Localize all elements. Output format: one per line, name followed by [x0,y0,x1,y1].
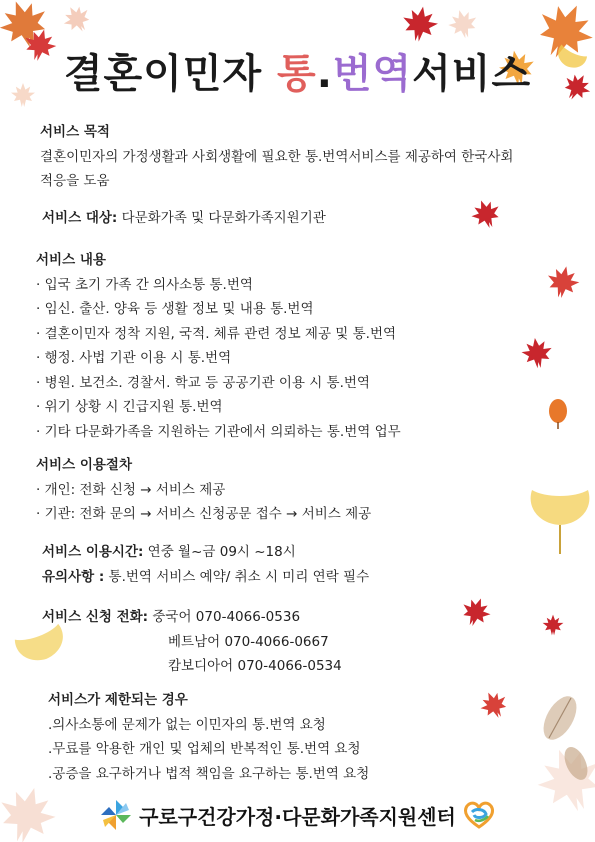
notice-heading: 유의사항 : [42,568,105,585]
target-heading: 서비스 대상: [42,210,118,226]
maple-leaf-icon [468,196,504,232]
pinwheel-logo-icon [99,798,133,832]
dry-leaf-icon [556,740,595,790]
target-value: 다문화가족 및 다문화가족지원기관 [117,210,326,226]
phone-line: 베트남어 070-4066-0667 [168,633,329,650]
maple-leaf-icon [518,334,556,372]
content-item: · 기타 다문화가족을 지원하는 기관에서 의뢰하는 통.번역 업무 [36,423,401,440]
phone-line: 캄보디아어 070-4066-0534 [168,658,342,674]
content-item: · 병원. 보건소. 경찰서. 학교 등 공공기관 이용 시 통.번역 [36,374,370,391]
limits-heading: 서비스가 제한되는 경우 [48,692,188,708]
procedure-section [36,453,371,527]
phone-heading: 서비스 신청 전화: [42,609,149,625]
purpose-line: 적응을 도움 [40,173,110,189]
title-part-2: 통 [277,51,317,97]
org-name: 구로구건강가정·다문화가족지원센터 [139,804,456,829]
hours-heading: 서비스 이용시간: [42,544,144,560]
title-part-5: 서비스 [412,51,532,97]
title-part-3: . [316,51,333,97]
hours-section [42,540,369,589]
maple-leaf-icon [398,2,442,46]
title-part-4: 번역 [332,51,413,97]
limits-section [48,688,369,786]
title-part-1: 결혼이민자 [63,51,278,97]
maple-leaf-icon [477,688,511,722]
content-section [36,248,401,444]
content-item: · 위기 상황 시 긴급지원 통.번역 [36,399,223,415]
maple-leaf-icon [458,594,494,630]
page-title [0,42,595,99]
limits-item: .의사소통에 문제가 없는 이민자의 통.번역 요청 [48,716,326,733]
maple-leaf-icon [60,2,94,36]
content-heading: 서비스 내용 [36,252,106,268]
phone-section [42,605,342,679]
maple-leaf-icon [543,262,583,302]
notice-value: 통.번역 서비스 예약/ 취소 시 미리 연락 필수 [104,568,370,585]
content-item: · 행정. 사법 기관 이용 시 통.번역 [36,350,232,366]
target-section [42,206,326,231]
content-item: · 임신. 출산. 양육 등 생활 정보 및 내용 통.번역 [36,301,314,317]
procedure-item: · 기관: 전화 문의 → 서비스 신청공문 접수 → 서비스 제공 [36,506,372,522]
limits-item: .무료를 악용한 개인 및 업체의 반복적인 통.번역 요청 [48,741,361,757]
content-item: · 결혼이민자 정착 지원, 국적. 체류 관련 정보 제공 및 통.번역 [36,325,397,342]
phone-line: 중국어 070-4066-0536 [152,609,301,625]
heart-swirl-logo-icon [462,800,496,830]
ginkgo-leaf-icon [520,480,595,560]
maple-leaf-icon [540,612,566,638]
procedure-heading: 서비스 이용절차 [36,457,132,473]
limits-item: .공증을 요구하거나 법적 책임을 요구하는 통.번역 요청 [48,765,370,782]
maple-leaf-icon [445,6,481,42]
procedure-item: · 개인: 전화 신청 → 서비스 제공 [36,481,226,498]
purpose-section [40,120,585,194]
footer-org [0,798,595,837]
purpose-heading: 서비스 목적 [40,124,110,140]
content-item: · 입국 초기 가족 간 의사소통 통.번역 [36,276,253,293]
hours-value: 연중 월~금 09시 ~18시 [143,544,296,560]
seed-leaf-icon [547,398,569,430]
purpose-line: 결혼이민자의 가정생활과 사회생활에 필요한 통.번역서비스를 제공하여 한국사회 [40,148,514,165]
